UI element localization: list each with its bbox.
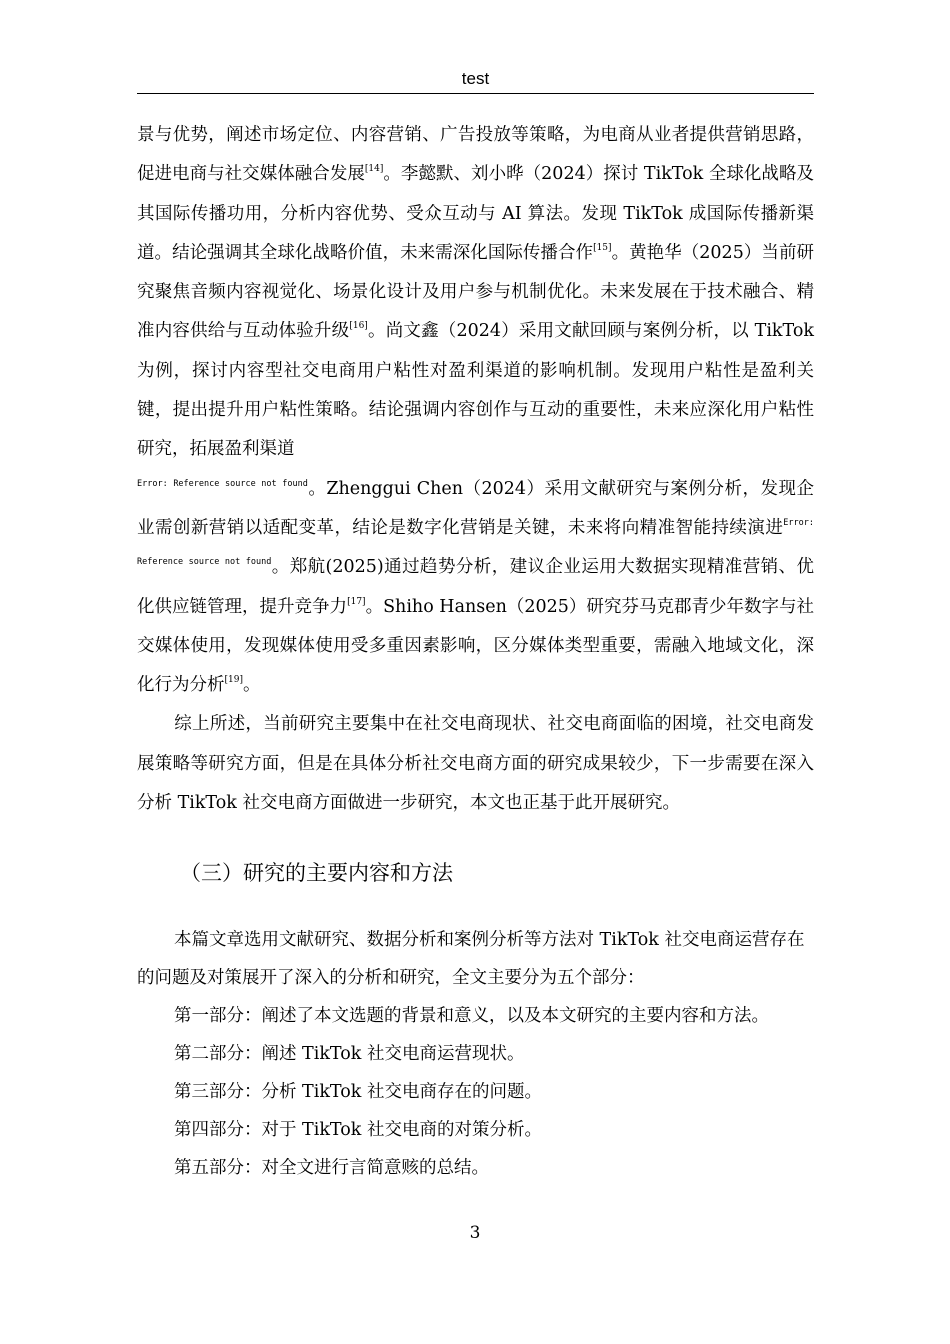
paragraph-summary: 综上所述，当前研究主要集中在社交电商现状、社交电商面临的困境，社交电商发展策略等研究方面，但是在具体分析社交电商方面的研究成果较少，下一步需要在深入分析 TikTok 社交电商方面做进一步研究，本文也正基于此开展研究。 bbox=[137, 714, 814, 814]
citation-16[interactable]: [16] bbox=[349, 321, 368, 332]
header-title: test bbox=[461, 69, 490, 88]
paragraph-literature-review bbox=[137, 116, 814, 705]
reference-error-2: Error: Reference source not found bbox=[137, 517, 814, 568]
text-run: 。 bbox=[242, 675, 261, 696]
page-header bbox=[137, 66, 814, 94]
text-run: 。黄艳华（2025）当前研究聚焦音频内容视觉化、场景化设计及用户参与机制优化。未来发展在于技术融合、精准内容供给与互动体验升级 bbox=[137, 242, 814, 342]
part-item-3: 第三部分：分析 TikTok 社交电商存在的问题。 bbox=[174, 1082, 542, 1102]
part-item-1: 第一部分：阐述了本文选题的背景和意义，以及本文研究的主要内容和方法。 bbox=[174, 1006, 769, 1026]
text-run: 景与优势，阐述市场定位、内容营销、广告投放等策略，为电商从业者提供营销思路，促进电商与社交媒体融合发展 bbox=[137, 125, 814, 185]
literature-review-body bbox=[137, 116, 814, 823]
text-run: 。李懿默、刘小晔（2024）探讨 TikTok 全球化战略及其国际传播功用，分析内容优势、受众互动与 AI 算法。发现 TikTok 成国际传播新渠道。结论强调其全球化战略价值，未来需深化国际传播合作 bbox=[137, 164, 814, 263]
text-run: 。尚文鑫（2024）采用文献回顾与案例分析，以 TikTok 为例，探讨内容型社交电商用户粘性对盈利渠道的影响机制。发现用户粘性是盈利关键，提出提升用户粘性策略。结论强调内容创作与互动的重要性，未来应深化用户粘性研究，拓展盈利渠道 bbox=[137, 321, 814, 460]
section-heading: （三）研究的主要内容和方法 bbox=[180, 861, 453, 885]
page-number: 3 bbox=[469, 1223, 481, 1243]
citation-17[interactable]: [17] bbox=[347, 596, 366, 607]
text-run: 。Shiho Hansen（2025）研究芬马克郡青少年数字与社交媒体使用，发现媒体使用受多重因素影响，区分媒体类型重要，需融入地域文化，深化行为分析 bbox=[137, 596, 815, 696]
part-item-2: 第二部分：阐述 TikTok 社交电商运营现状。 bbox=[174, 1044, 525, 1064]
intro-paragraph: 本篇文章选用文献研究、数据分析和案例分析等方法对 TikTok 社交电商运营存在的问题及对策展开了深入的分析和研究，全文主要分为五个部分： bbox=[137, 930, 805, 988]
part-item-5: 第五部分：对全文进行言简意赅的总结。 bbox=[174, 1158, 489, 1178]
part-item-4: 第四部分：对于 TikTok 社交电商的对策分析。 bbox=[174, 1120, 542, 1140]
research-content-body bbox=[137, 921, 814, 1187]
text-run: 。Zhenggui Chen（2024）采用文献研究与案例分析，发现企业需创新营销以适配变革，结论是数字化营销是关键，未来将向精准智能持续演进 bbox=[137, 478, 814, 538]
citation-14[interactable]: [14] bbox=[364, 164, 384, 175]
reference-error-1: Error: Reference source not found bbox=[137, 478, 308, 489]
citation-15[interactable]: [15] bbox=[593, 242, 612, 253]
citation-19[interactable]: [19] bbox=[224, 675, 243, 686]
text-run: 。郑航(2025)通过趋势分析，建议企业运用大数据实现精准营销、优化供应链管理，提升竞争力 bbox=[137, 557, 814, 617]
